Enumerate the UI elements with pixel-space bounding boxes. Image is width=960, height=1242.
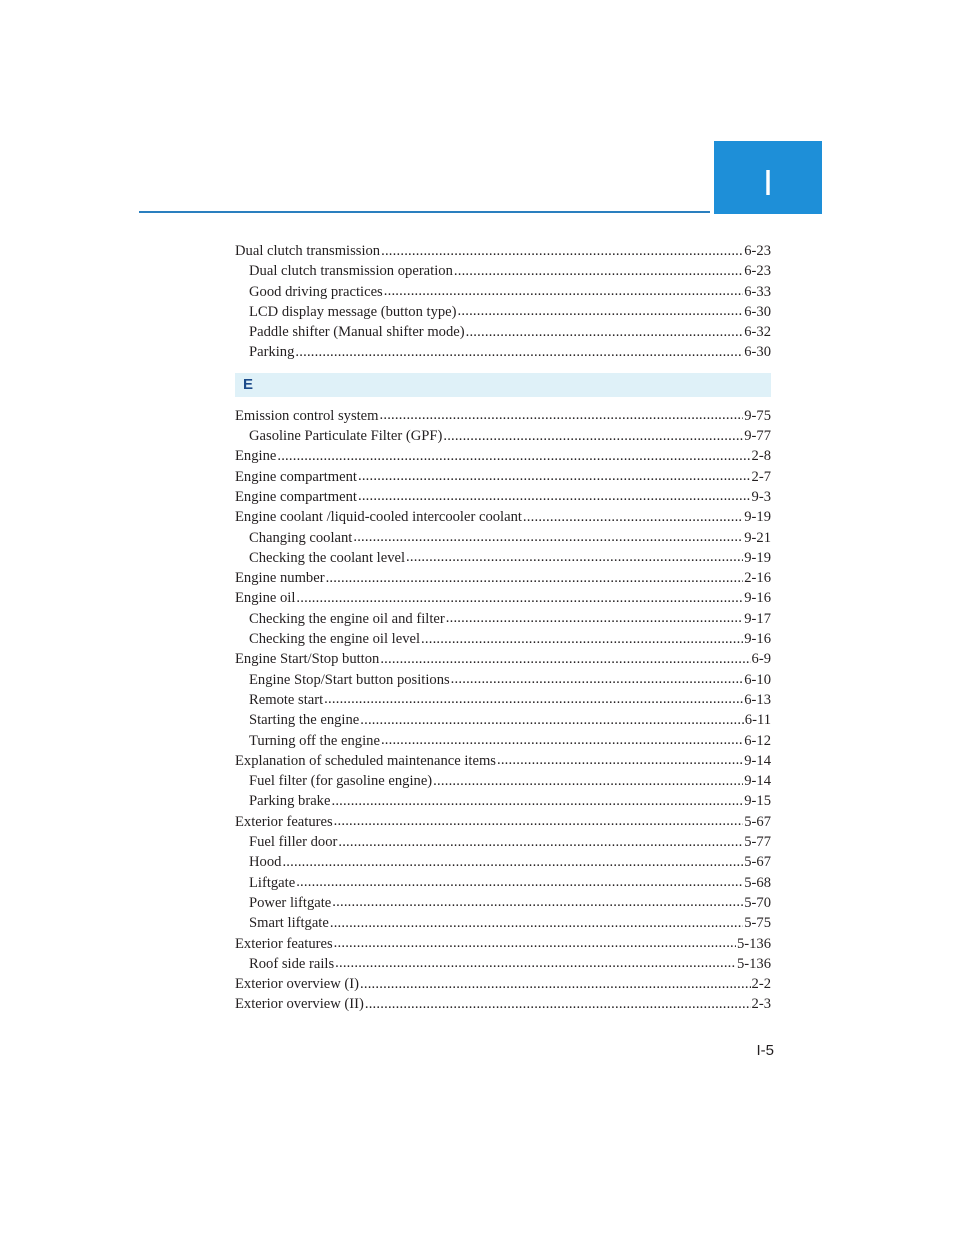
dot-leader: [330, 913, 743, 933]
index-entry: [235, 994, 771, 1014]
entry-page-ref: 6-30: [744, 303, 771, 320]
dot-leader: [296, 588, 743, 608]
entry-label: Explanation of scheduled maintenance items: [235, 752, 496, 769]
dot-leader: [332, 892, 743, 912]
entry-page-ref: 5-136: [736, 935, 771, 952]
entry-label: Remote start: [249, 691, 324, 708]
entry-page-ref: 9-75: [744, 407, 771, 424]
entry-label: Fuel filter (for gasoline engine): [249, 773, 433, 790]
dot-leader: [335, 953, 736, 973]
index-subentry: [235, 791, 771, 811]
entry-page-ref: 9-77: [744, 428, 771, 445]
index-entry: [235, 487, 771, 507]
dot-leader: [451, 669, 744, 689]
entry-page-ref: 2-7: [751, 468, 771, 485]
dot-leader: [365, 994, 751, 1014]
index-entry: [235, 446, 771, 466]
entry-page-ref: 2-16: [744, 570, 771, 587]
index-subentry: [235, 832, 771, 852]
entry-page-ref: 5-70: [744, 894, 771, 911]
dot-leader: [360, 710, 744, 730]
entry-label: Engine coolant /liquid-cooled intercooler coolant: [235, 509, 522, 526]
entry-label: Emission control system: [235, 407, 379, 424]
index-tab-letter: I: [762, 162, 773, 203]
index-entry: [235, 406, 771, 426]
header-rule: [139, 211, 710, 213]
dot-leader: [446, 608, 743, 628]
dot-leader: [338, 832, 743, 852]
entry-label: Parking brake: [249, 793, 331, 810]
entry-page-ref: 6-23: [744, 263, 771, 280]
entry-label: Engine number: [235, 570, 325, 587]
index-subentry: [235, 322, 771, 342]
entry-page-ref: 9-21: [744, 529, 771, 546]
entry-page-ref: 9-19: [744, 549, 771, 566]
entry-label: Exterior features: [235, 935, 333, 952]
entry-page-ref: 6-23: [744, 243, 771, 259]
index-subentry: [235, 873, 771, 893]
entry-label: Engine oil: [235, 590, 296, 607]
entry-page-ref: 6-30: [744, 344, 771, 361]
index-entry: [235, 588, 771, 608]
entry-page-ref: 6-10: [744, 671, 771, 688]
index-subentry: [235, 852, 771, 872]
index-subentry: [235, 609, 771, 629]
index-subentry: [235, 261, 771, 281]
entry-page-ref: 9-19: [744, 509, 771, 526]
entry-page-ref: 6-11: [744, 712, 771, 729]
dot-leader: [384, 281, 743, 301]
dot-leader: [433, 771, 743, 791]
index-entry: [235, 568, 771, 588]
index-group-d: [235, 241, 771, 363]
dot-leader: [421, 629, 743, 649]
entry-label: Smart liftgate: [249, 915, 329, 932]
dot-leader: [360, 974, 751, 994]
entry-page-ref: 6-33: [744, 283, 771, 300]
index-tab: [714, 141, 822, 214]
index-subentry: [235, 670, 771, 690]
index-entry: [235, 751, 771, 771]
entry-label: Dual clutch transmission operation: [249, 263, 453, 280]
section-letter: E: [243, 375, 254, 393]
index-entry: [235, 241, 771, 261]
dot-leader: [497, 750, 743, 770]
dot-leader: [353, 527, 743, 547]
entry-page-ref: 6-13: [744, 691, 771, 708]
entry-label: Engine Start/Stop button: [235, 651, 380, 668]
entry-label: Checking the engine oil level: [249, 631, 421, 648]
dot-leader: [458, 301, 744, 321]
index-entry: [235, 507, 771, 527]
entry-page-ref: 5-136: [736, 955, 771, 972]
entry-label: Power liftgate: [249, 894, 332, 911]
index-entry: [235, 649, 771, 669]
entry-page-ref: 2-8: [751, 448, 771, 465]
entry-label: Starting the engine: [249, 712, 360, 729]
dot-leader: [523, 507, 743, 527]
index-entry: [235, 934, 771, 954]
entry-label: Turning off the engine: [249, 732, 380, 749]
entry-label: Engine compartment: [235, 488, 357, 505]
index-entry: [235, 974, 771, 994]
index-subentry: [235, 893, 771, 913]
entry-label: Engine compartment: [235, 468, 357, 485]
entry-page-ref: 2-3: [751, 996, 771, 1013]
entry-label: Parking: [249, 344, 295, 361]
dot-leader: [380, 405, 744, 425]
index-entry: [235, 812, 771, 832]
page-number: I-5: [756, 1042, 774, 1059]
entry-page-ref: 9-3: [751, 488, 771, 505]
index-subentry: [235, 548, 771, 568]
entry-page-ref: 9-14: [744, 752, 771, 769]
entry-page-ref: 5-67: [744, 854, 771, 871]
entry-label: Checking the coolant level: [249, 549, 406, 566]
entry-page-ref: 6-32: [744, 324, 771, 341]
dot-leader: [334, 811, 744, 831]
index-subentry: [235, 710, 771, 730]
entry-label: Paddle shifter (Manual shifter mode): [249, 324, 465, 341]
index-entry: [235, 467, 771, 487]
index-subentry: [235, 426, 771, 446]
dot-leader: [331, 791, 743, 811]
entry-label: Exterior features: [235, 813, 333, 830]
entry-page-ref: 2-2: [751, 976, 771, 993]
entry-page-ref: 5-67: [744, 813, 771, 830]
index-subentry: [235, 771, 771, 791]
dot-leader: [443, 426, 743, 446]
dot-leader: [454, 261, 743, 281]
entry-label: Changing coolant: [249, 529, 353, 546]
index-group-e: [235, 406, 771, 1015]
entry-page-ref: 6-12: [744, 732, 771, 749]
entry-page-ref: 9-16: [744, 590, 771, 607]
index-subentry: [235, 690, 771, 710]
dot-leader: [334, 933, 736, 953]
entry-label: Checking the engine oil and filter: [249, 610, 445, 627]
dot-leader: [358, 486, 751, 506]
dot-leader: [381, 730, 743, 750]
entry-page-ref: 5-75: [744, 915, 771, 932]
dot-leader: [296, 872, 743, 892]
dot-leader: [406, 547, 743, 567]
index-subentry: [235, 731, 771, 751]
index-subentry: [235, 282, 771, 302]
entry-label: Exterior overview (II): [235, 996, 364, 1013]
index-subentry: [235, 913, 771, 933]
entry-page-ref: 9-15: [744, 793, 771, 810]
dot-leader: [466, 322, 744, 342]
entry-label: Gasoline Particulate Filter (GPF): [249, 428, 443, 445]
index-subentry: [235, 302, 771, 322]
dot-leader: [295, 342, 743, 362]
dot-leader: [277, 446, 750, 466]
index-subentry: [235, 528, 771, 548]
section-header-e: [235, 373, 771, 397]
entry-label: LCD display message (button type): [249, 303, 457, 320]
entry-page-ref: 9-17: [744, 610, 771, 627]
index-list: [235, 241, 771, 1015]
index-subentry: [235, 629, 771, 649]
dot-leader: [326, 568, 744, 588]
dot-leader: [324, 689, 743, 709]
entry-label: Hood: [249, 854, 282, 871]
entry-label: Dual clutch transmission: [235, 243, 381, 259]
entry-page-ref: 9-16: [744, 631, 771, 648]
entry-page-ref: 5-77: [744, 834, 771, 851]
index-subentry: [235, 954, 771, 974]
entry-label: Good driving practices: [249, 283, 383, 300]
entry-page-ref: 5-68: [744, 874, 771, 891]
entry-page-ref: 9-14: [744, 773, 771, 790]
entry-label: Liftgate: [249, 874, 296, 891]
entry-page-ref: 6-9: [751, 651, 771, 668]
dot-leader: [282, 852, 743, 872]
dot-leader: [358, 466, 751, 486]
index-subentry: [235, 342, 771, 362]
dot-leader: [380, 649, 750, 669]
dot-leader: [381, 241, 743, 261]
entry-label: Engine: [235, 448, 277, 465]
entry-label: Exterior overview (I): [235, 976, 359, 993]
entry-label: Fuel filler door: [249, 834, 338, 851]
entry-label: Roof side rails: [249, 955, 335, 972]
entry-label: Engine Stop/Start button positions: [249, 671, 450, 688]
